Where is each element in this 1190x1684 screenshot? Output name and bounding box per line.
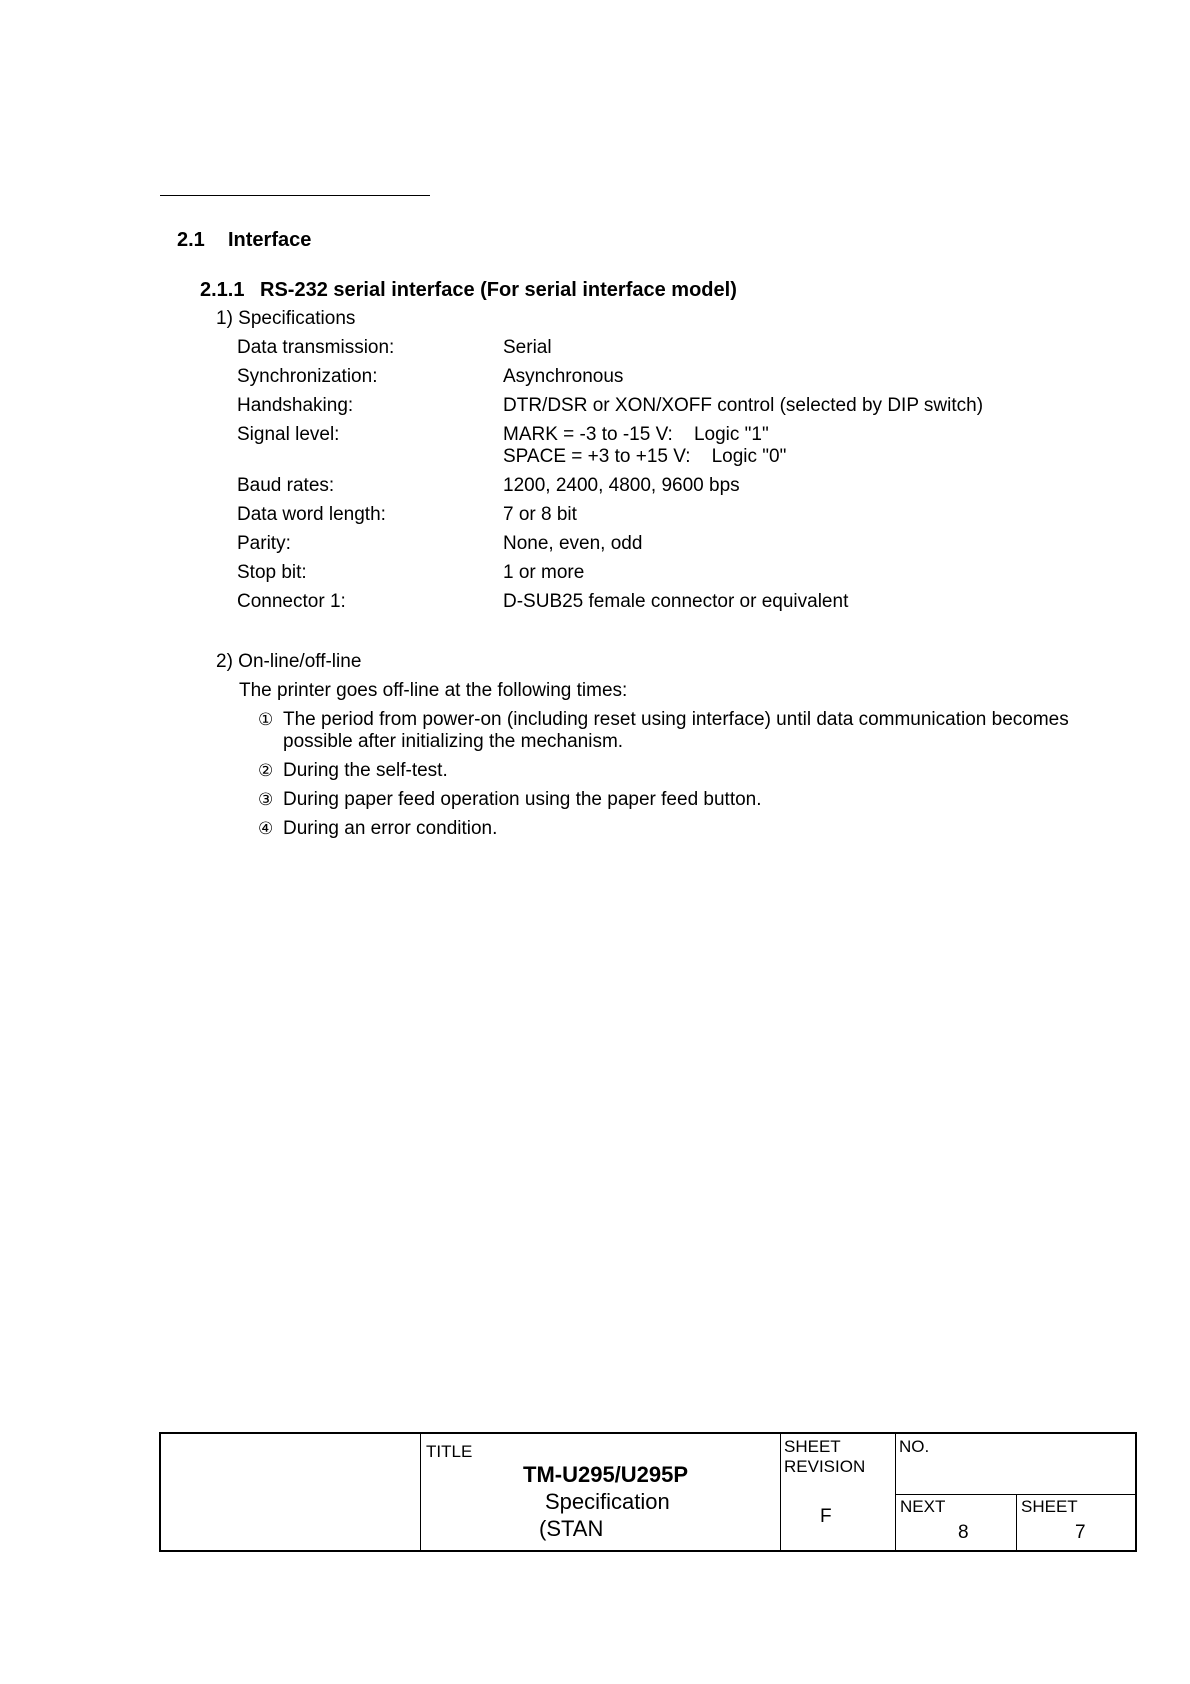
spec-value: D-SUB25 female connector or equivalent — [503, 591, 849, 612]
document-subtitle: Specification — [545, 1489, 670, 1514]
subsection-number: 2.1.1 — [200, 279, 245, 301]
sheet-value: 7 — [1075, 1522, 1086, 1543]
list-item-text: During an error condition. — [283, 818, 498, 839]
list-item-text: During paper feed operation using the paper feed button. — [283, 789, 762, 810]
title-block-divider — [420, 1434, 421, 1550]
title-block-divider — [895, 1434, 896, 1550]
next-sheet-value: 8 — [958, 1522, 969, 1543]
spec-value: 1 or more — [503, 562, 585, 583]
spec-label: Handshaking: — [237, 395, 354, 416]
header-rule — [160, 195, 430, 196]
spec-value-second-line: SPACE = +3 to +15 V: Logic "0" — [503, 446, 787, 467]
spec-value: Asynchronous — [503, 366, 624, 387]
spec-value: Serial — [503, 337, 552, 358]
spec-label: Signal level: — [237, 424, 340, 445]
next-label: NEXT — [900, 1497, 946, 1516]
document-subtitle-continued: (STAN — [539, 1516, 604, 1541]
list-item-text-continued: possible after initializing the mechanism. — [283, 731, 624, 752]
list-marker: ④ — [258, 819, 274, 838]
spec-value: 1200, 2400, 4800, 9600 bps — [503, 475, 740, 496]
list-item-text: The period from power-on (including reset using interface) until data communication becomes — [283, 709, 1069, 730]
title-block-divider — [1016, 1494, 1017, 1550]
online-intro: The printer goes off-line at the following times: — [239, 680, 628, 701]
section-title: Interface — [228, 229, 312, 251]
spec-value: MARK = -3 to -15 V: Logic "1" — [503, 424, 769, 445]
specifications-heading: 1) Specifications — [216, 308, 356, 329]
spec-value: None, even, odd — [503, 533, 643, 554]
list-marker: ① — [258, 710, 274, 729]
spec-label: Baud rates: — [237, 475, 335, 496]
document-title: TM-U295/U295P — [523, 1462, 689, 1487]
sheet-label: SHEET — [1021, 1497, 1078, 1516]
number-label: NO. — [899, 1437, 930, 1456]
section-number: 2.1 — [177, 229, 205, 251]
online-heading: 2) On-line/off-line — [216, 651, 362, 672]
spec-label: Synchronization: — [237, 366, 378, 387]
title-block — [159, 1432, 1137, 1552]
revision-value: F — [820, 1506, 832, 1527]
title-block-divider — [780, 1434, 781, 1550]
spec-value: 7 or 8 bit — [503, 504, 577, 525]
subsection-title: RS-232 serial interface (For serial interface model) — [260, 279, 737, 301]
title-block-row-divider — [895, 1494, 1135, 1495]
title-label: TITLE — [426, 1442, 473, 1461]
sheet-revision-label: SHEET — [784, 1437, 841, 1456]
spec-value: DTR/DSR or XON/XOFF control (selected by DIP switch) — [503, 395, 984, 416]
spec-label: Data word length: — [237, 504, 386, 525]
spec-label: Stop bit: — [237, 562, 307, 583]
list-item-text: During the self-test. — [283, 760, 448, 781]
sheet-revision-label-continued: REVISION — [784, 1457, 866, 1476]
spec-label: Data transmission: — [237, 337, 395, 358]
list-marker: ② — [258, 761, 274, 780]
list-marker: ③ — [258, 790, 274, 809]
spec-label: Connector 1: — [237, 591, 346, 612]
spec-label: Parity: — [237, 533, 291, 554]
